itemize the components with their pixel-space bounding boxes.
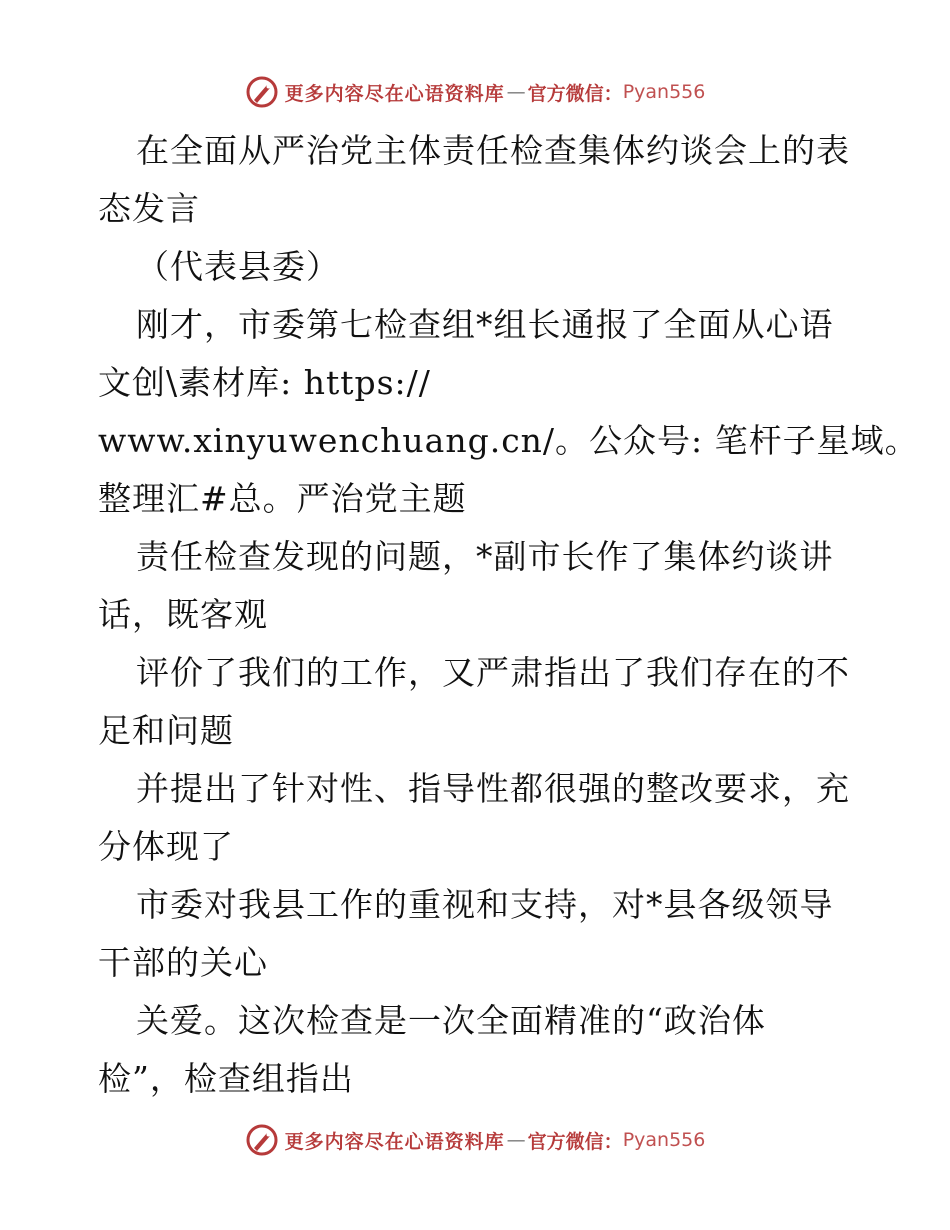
- doc-text-line: www.xinyuwenchuang.cn/。公众号: 笔杆子星域。: [98, 421, 919, 460]
- banner-wechat-label: 官方微信：: [527, 82, 623, 105]
- doc-title-line: 态发言: [98, 189, 200, 228]
- doc-text-line: 足和问题: [98, 711, 234, 750]
- banner-dash: —: [506, 1129, 526, 1151]
- header-watermark-banner: [0, 70, 950, 114]
- doc-text-line: 评价了我们的工作，又严肃指出了我们存在的不: [136, 653, 850, 692]
- doc-text-line: 责任检查发现的问题，*副市长作了集体约谈讲: [136, 537, 834, 576]
- doc-title-line: 在全面从严治党主体责任检查集体约谈会上的表: [136, 131, 850, 170]
- doc-text-line: 刚才，市委第七检查组*组长通报了全面从心语: [136, 305, 834, 344]
- doc-text-line: 分体现了: [98, 827, 234, 866]
- banner-brand-text: 更多内容尽在心语资料库: [284, 82, 505, 105]
- banner-dash: —: [506, 81, 526, 103]
- footer-watermark-banner: [0, 1118, 950, 1162]
- document-body: [98, 122, 919, 1108]
- doc-text-line: 干部的关心: [98, 943, 268, 982]
- doc-text-line: 并提出了针对性、指导性都很强的整改要求，充: [136, 769, 850, 808]
- doc-text-line: 市委对我县工作的重视和支持，对*县各级领导: [136, 885, 834, 924]
- pen-circle-logo-icon: [245, 75, 279, 109]
- pen-circle-logo-icon: [245, 1123, 279, 1157]
- doc-subtitle: （代表县委）: [136, 247, 340, 286]
- doc-text-line: 话，既客观: [98, 595, 268, 634]
- doc-text-line: 整理汇#总。严治党主题: [98, 479, 467, 518]
- banner-wechat-label: 官方微信：: [527, 1130, 623, 1153]
- banner-wechat-id: Pyan556: [622, 81, 706, 103]
- doc-text-line: 关爱。这次检查是一次全面精准的“政治体: [136, 1001, 766, 1040]
- doc-text-line: 文创\素材库: https://: [98, 363, 431, 402]
- doc-text-line: 检”，检查组指出: [98, 1059, 354, 1098]
- banner-brand-text: 更多内容尽在心语资料库: [284, 1130, 505, 1153]
- banner-wechat-id: Pyan556: [622, 1129, 706, 1151]
